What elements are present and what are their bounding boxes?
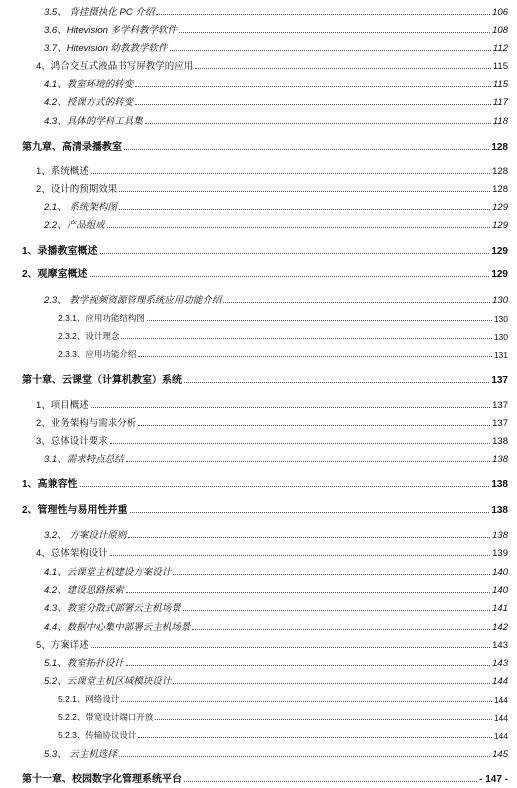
toc-page-number: 128 xyxy=(492,166,508,177)
toc-dot-leader xyxy=(128,536,490,538)
toc-page-number: 137 xyxy=(492,400,508,411)
toc-entry[interactable] xyxy=(44,40,508,54)
toc-entry-title: 2.3、 教学视频资源管理系统应用功能介绍 xyxy=(44,295,222,306)
toc-dot-leader xyxy=(121,700,491,702)
toc-entry-title: 5.2.3、传输协议设计 xyxy=(58,730,137,740)
toc-page-number: 129 xyxy=(492,220,508,231)
toc-chapter-entry[interactable] xyxy=(22,266,508,280)
toc-entry-title: 5.2.1、网络设计 xyxy=(58,694,120,704)
toc-entry[interactable] xyxy=(44,582,508,596)
toc-dot-leader xyxy=(145,122,491,124)
toc-dot-leader xyxy=(156,13,490,15)
toc-entry-title: 4.3、具体的学科工具集 xyxy=(44,116,143,127)
toc-dot-leader xyxy=(126,591,490,593)
toc-entry-title: 1、系统概述 xyxy=(36,166,89,177)
toc-entry[interactable] xyxy=(44,746,508,760)
toc-page-number: 106 xyxy=(492,7,508,18)
toc-page-number: 139 xyxy=(492,548,508,559)
toc-page-number: 144 xyxy=(492,676,508,687)
toc-entry-title: 1、项目概述 xyxy=(36,400,89,411)
toc-page-number: 108 xyxy=(492,25,508,36)
toc-dot-leader xyxy=(135,103,491,105)
toc-entry[interactable] xyxy=(44,22,508,36)
toc-page-number: 138 xyxy=(491,505,508,516)
toc-entry-title: 4、总体架构设计 xyxy=(36,548,108,559)
toc-page-number: 144 xyxy=(493,713,508,723)
toc-entry[interactable] xyxy=(44,451,508,465)
toc-entry-title: 5、方案详述 xyxy=(36,640,89,651)
toc-entry-title: 2、设计的预期效果 xyxy=(36,184,118,195)
toc-page-number: 130 xyxy=(493,332,508,342)
toc-entry[interactable] xyxy=(44,655,508,669)
toc-dot-leader xyxy=(91,172,490,174)
toc-entry-title: 3.5、 背挂摄执化 PC 介绍 xyxy=(44,7,155,18)
toc-entry-title: 4、鸿合交互式液晶书写屏教学的应用 xyxy=(36,61,194,72)
toc-entry-title: 1、高兼容性 xyxy=(22,479,78,490)
toc-page-number: 129 xyxy=(492,202,508,213)
toc-dot-leader xyxy=(110,554,490,556)
toc-page-number: 117 xyxy=(492,97,508,108)
toc-dot-leader xyxy=(126,460,490,462)
toc-page-number: 141 xyxy=(492,603,508,614)
toc-entry[interactable] xyxy=(58,727,508,741)
toc-entry-title: 4.3、教室分散式部署云主机场景 xyxy=(44,603,181,614)
toc-page-number: 142 xyxy=(492,622,508,633)
toc-entry[interactable] xyxy=(36,433,508,447)
toc-page-number: 138 xyxy=(492,454,508,465)
toc-page-number: 131 xyxy=(493,350,508,360)
toc-chapter-entry[interactable] xyxy=(22,771,508,785)
toc-entry[interactable] xyxy=(58,328,508,342)
toc-page-number: 118 xyxy=(492,116,508,127)
toc-page-number: 128 xyxy=(492,184,508,195)
toc-entry-title: 4.1、教室环境的转变 xyxy=(44,79,134,90)
toc-page-number: 130 xyxy=(493,314,508,324)
toc-dot-leader xyxy=(155,718,491,720)
toc-dot-leader xyxy=(80,485,490,487)
toc-dot-leader xyxy=(173,682,490,684)
toc-entry-title: 3.6、Hitevision 多学科教学软件 xyxy=(44,25,178,36)
toc-dot-leader xyxy=(119,208,490,210)
toc-dot-leader xyxy=(223,301,490,303)
toc-entry[interactable] xyxy=(36,58,508,72)
toc-entry-title: 3.2、 方案设计原则 xyxy=(44,530,127,541)
toc-dot-leader xyxy=(138,424,490,426)
toc-chapter-entry[interactable] xyxy=(22,502,508,516)
toc-entry[interactable] xyxy=(58,310,508,324)
toc-dot-leader xyxy=(170,49,491,51)
toc-dot-leader xyxy=(91,406,490,408)
toc-entry[interactable] xyxy=(36,163,508,177)
toc-entry-title: 2、业务架构与需求分析 xyxy=(36,418,137,429)
toc-page-number: 137 xyxy=(491,375,508,386)
toc-entry-title: 5.3、 云主机选择 xyxy=(44,749,117,760)
toc-entry[interactable] xyxy=(58,709,508,723)
toc-entry[interactable] xyxy=(44,217,508,231)
toc-entry-title: 4.2、授课方式的转变 xyxy=(44,97,134,108)
toc-entry-title: 3、总体设计要求 xyxy=(36,436,108,447)
toc-page-number: 115 xyxy=(492,79,508,90)
toc-dot-leader xyxy=(135,85,491,87)
toc-entry[interactable] xyxy=(44,527,508,541)
toc-entry-title: 2.1、 系统架构图 xyxy=(44,202,117,213)
toc-entry-title: 2.3.2、设计理念 xyxy=(58,331,120,341)
toc-entry-title: 第九章、高清录播教室 xyxy=(22,142,122,153)
toc-page-number: 144 xyxy=(493,695,508,705)
toc-entry-title: 5.2.2、带宽设计端口开放 xyxy=(58,712,154,722)
toc-entry[interactable] xyxy=(44,76,508,90)
toc-page-number: 129 xyxy=(491,269,508,280)
toc-entry-title: 5.1、教室拓扑设计 xyxy=(44,658,124,669)
toc-page-number: 138 xyxy=(492,530,508,541)
toc-dot-leader xyxy=(100,252,490,254)
toc-dot-leader xyxy=(183,609,490,611)
toc-entry-title: 2.2、产品组成 xyxy=(44,220,105,231)
toc-dot-leader xyxy=(121,337,491,339)
toc-dot-leader xyxy=(124,148,489,150)
toc-entry[interactable] xyxy=(36,181,508,195)
toc-entry-title: 4.4、数据中心集中部署云主机场景 xyxy=(44,622,191,633)
toc-entry-title: 第十一章、校园数字化管理系统平台 xyxy=(22,774,182,785)
toc-entry[interactable] xyxy=(58,346,508,360)
toc-page-number: 112 xyxy=(492,43,508,54)
toc-entry-title: 4.2、建设思路探索 xyxy=(44,585,124,596)
toc-entry-title: 1、录播教室概述 xyxy=(22,246,98,257)
toc-entry[interactable] xyxy=(44,94,508,108)
toc-dot-leader xyxy=(195,67,491,69)
toc-page-number: 130 xyxy=(492,295,508,306)
toc-dot-leader xyxy=(90,275,490,277)
toc-page-number: 143 xyxy=(492,658,508,669)
toc-page-number: 115 xyxy=(492,61,508,72)
toc-page-number: 145 xyxy=(492,749,508,760)
toc-entry[interactable] xyxy=(58,691,508,705)
toc-chapter-entry[interactable] xyxy=(22,139,508,153)
toc-entry[interactable] xyxy=(44,600,508,614)
toc-entry[interactable] xyxy=(36,397,508,411)
toc-page-number: 140 xyxy=(492,567,508,578)
toc-dot-leader xyxy=(184,780,477,782)
toc-entry[interactable] xyxy=(36,545,508,559)
toc-page-number: 128 xyxy=(491,142,508,153)
toc-entry[interactable] xyxy=(44,113,508,127)
toc-entry[interactable] xyxy=(44,619,508,633)
toc-entry[interactable] xyxy=(44,673,508,687)
toc-dot-leader xyxy=(192,628,490,630)
toc-dot-leader xyxy=(184,381,489,383)
toc-dot-leader xyxy=(147,319,492,321)
toc-dot-leader xyxy=(173,573,490,575)
toc-dot-leader xyxy=(119,190,490,192)
toc-page-number: - 147 - xyxy=(479,774,508,785)
toc-entry-title: 4.1、云课堂主机建设方案设计 xyxy=(44,567,172,578)
toc-page-number: 138 xyxy=(491,479,508,490)
toc-page-number: 129 xyxy=(491,246,508,257)
toc-dot-leader xyxy=(110,442,490,444)
toc-dot-leader xyxy=(138,736,491,738)
toc-dot-leader xyxy=(179,31,490,33)
toc-entry-title: 第十章、云课堂（计算机教室）系统 xyxy=(22,375,182,386)
toc-chapter-entry[interactable] xyxy=(22,243,508,257)
toc-entry-title: 3.7、Hitevision 幼教教学软件 xyxy=(44,43,168,54)
toc-dot-leader xyxy=(126,664,490,666)
toc-dot-leader xyxy=(130,511,490,513)
toc-page-number: 143 xyxy=(492,640,508,651)
toc-entry[interactable] xyxy=(44,292,508,306)
toc-entry[interactable] xyxy=(44,4,508,18)
toc-entry-title: 3.1、需求特点总结 xyxy=(44,454,124,465)
toc-page-number: 140 xyxy=(492,585,508,596)
toc-chapter-entry[interactable] xyxy=(22,476,508,490)
toc-entry-title: 2、观摩室概述 xyxy=(22,269,88,280)
toc-entry[interactable] xyxy=(36,637,508,651)
toc-dot-leader xyxy=(91,646,490,648)
toc-entry-title: 5.2、云课堂主机区域模块设计 xyxy=(44,676,172,687)
toc-dot-leader xyxy=(138,355,491,357)
toc-entry-title: 2.3.3、应用功能介绍 xyxy=(58,349,137,359)
toc-entry-title: 2.3.1、应用功能结构图 xyxy=(58,313,145,323)
toc-entry[interactable] xyxy=(36,415,508,429)
toc-page-number: 144 xyxy=(493,731,508,741)
toc-page-number: 138 xyxy=(492,436,508,447)
toc-dot-leader xyxy=(107,226,490,228)
toc-entry[interactable] xyxy=(44,199,508,213)
toc-page-number: 137 xyxy=(492,418,508,429)
toc-entry-title: 2、管理性与易用性并重 xyxy=(22,505,128,516)
toc-chapter-entry[interactable] xyxy=(22,372,508,386)
toc-entry[interactable] xyxy=(44,564,508,578)
toc-dot-leader xyxy=(119,755,490,757)
